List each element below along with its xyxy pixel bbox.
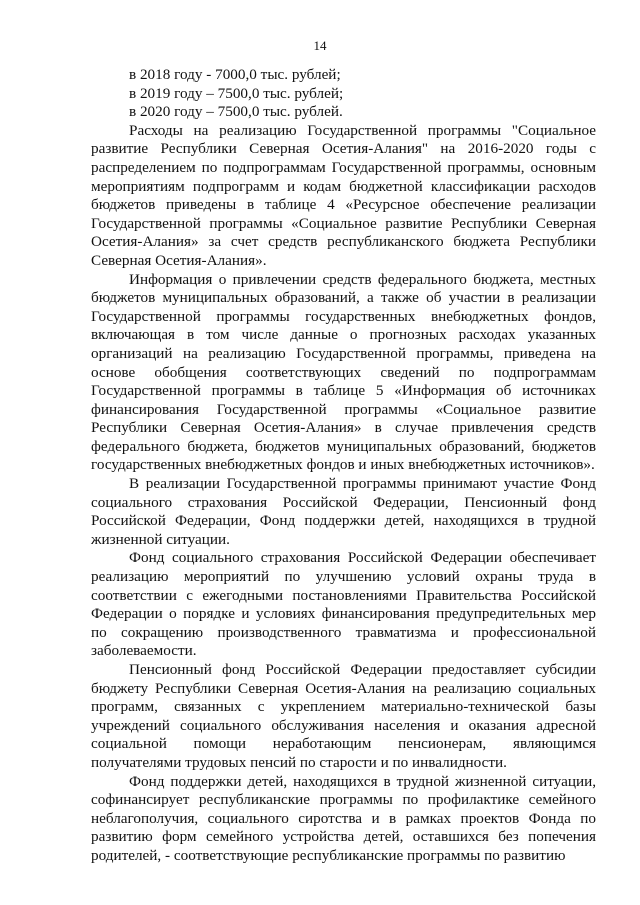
paragraph-pension-fund: Пенсионный фонд Российской Федерации предоставляет субсидии бюджету Республики Северная Осетия-Алания на реализацию социальных программ, связанных с укреплением материально-технической базы учреждений социального обслуживания населения и оказания адресной социальной помощи неработающим пенсионерам, являющимся получателями трудовых пенсий по старости и по инвалидности.	[91, 661, 596, 771]
funding-line-2018: в 2018 году - 7000,0 тыс. рублей;	[129, 66, 341, 83]
funding-line-2019: в 2019 году – 7500,0 тыс. рублей;	[129, 84, 344, 102]
paragraph-social-insurance-fund: Фонд социального страхования Российской Федерации обеспечивает реализацию мероприятий по улучшению условий охраны труда в соответствии с ежегодными постановлениями Правительства Российской Федерации о порядке и условиях финансирования предупредительных мер по сокращению производственного травматизма и профессиональной заболеваемости.	[91, 549, 596, 660]
paragraph-children-support-fund: Фонд поддержки детей, находящихся в трудной жизненной ситуации, софинансирует республиканские программы по профилактике семейного неблагополучия, социального сиротства и в рамках проектов Фонда по развитию форм семейного устройства детей, оставшихся без попечения родителей, - соответствующие республиканские программы по развитию	[91, 772, 596, 864]
paragraph-funding-sources: Информация о привлечении средств федерального бюджета, местных бюджетов муниципальных образований, а также об участии в реализации Государственной программы государственных внебюджетных фондов, включающая в том числе данные о прогнозных расходах указанных организаций на реализацию Государственной программы, приведена на основе обобщения соответствующих сведений по подпрограммам Государственной программы в таблице 5 «Информация об источниках финансирования Государственной программы «Социальное развитие Республики Северная Осетия-Алания» в случае привлечения средств федерального бюджета, бюджетов муниципальных образований, бюджетов государственных внебюджетных фондов и иных внебюджетных источников».	[91, 270, 596, 474]
funding-line-2020: в 2020 году – 7500,0 тыс. рублей.	[129, 103, 343, 121]
paragraph-expenses: Расходы на реализацию Государственной программы "Социальное развитие Республики Северная Осетия-Алания" на 2016-2020 годы с распределением по подпрограммам Государственной программы, основным мероприятиям подпрограмм и кодам бюджетной классификации расходов бюджетов приведены в таблице 4 «Ресурсное обеспечение реализации Государственной программы «Социальное развитие Республики Северная Осетия-Алания» за счет средств республиканского бюджета Республики Северная Осетия-Алания».	[91, 121, 596, 269]
document-body	[91, 66, 596, 866]
page-number: 14	[313, 38, 327, 53]
paragraph-participants: В реализации Государственной программы принимают участие Фонд социального страхования Российской Федерации, Пенсионный фонд Российской Федерации, Фонд поддержки детей, находящихся в трудной жизненной ситуации.	[91, 475, 596, 548]
